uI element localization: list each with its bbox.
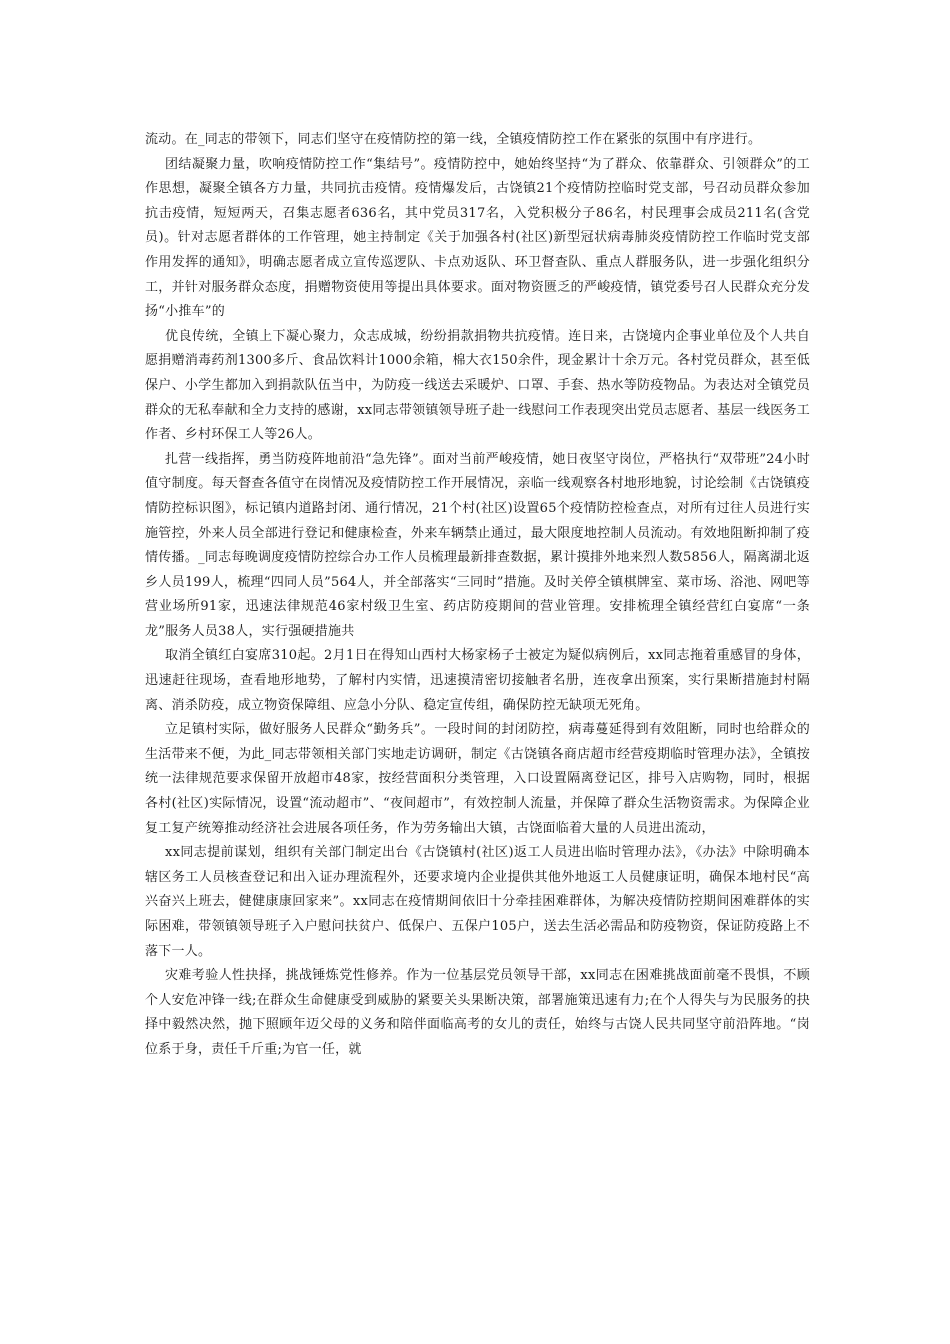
paragraph-8: 灾难考验人性抉择，挑战锤炼党性修养。作为一位基层党员领导干部，xx同志在困难挑战面前毫不畏惧，不顾个人安危冲锋一线;在群众生命健康受到威胁的紧要关头果断决策，部署施策迅速有力;在个人得失与为民服务的抉择中毅然决然，抛下照顾年迈父母的义务和陪伴面临高考的女儿的责任，始终与古饶人民共同坚守前沿阵地。“岗位系于身，责任千斤重;为官一任，就 [145,968,810,1057]
paragraph-1: 流动。在_同志的带领下，同志们坚守在疫情防控的第一线，全镇疫情防控工作在紧张的氛围中有序进行。 [145,132,762,147]
paragraph-7: xx同志提前谋划，组织有关部门制定出台《古饶镇村(社区)返工人员进出临时管理办法》，《办法》中除明确本辖区务工人员核查登记和出入证办理流程外，还要求境内企业提供其他外地返工人员健康证明，确保本地村民“高兴奋兴上班去，健健康康回家来”。xx同志在疫情期间依旧十分牵挂困难群体，为解决疫情防控期间困难群体的实际困难，带领镇领导班子入户慰问扶贫户、低保户、五保户105户，送去生活必需品和防疫物资，保证防疫路上不落下一人。 [145,845,810,959]
paragraph-6: 立足镇村实际，做好服务人民群众“勤务兵”。一段时间的封闭防控，病毒蔓延得到有效阻断，同时也给群众的生活带来不便，为此_同志带领相关部门实地走访调研，制定《古饶镇各商店超市经营疫期临时管理办法》，全镇按统一法律规范要求保留开放超市48家，按经营面积分类管理，入口设置隔离登记区，排号入店购物，同时，根据各村(社区)实际情况，设置“流动超市”、“夜间超市”，有效控制人流量，并保障了群众生活物资需求。为保障企业复工复产统筹推动经济社会进展各项任务，作为劳务输出大镇，古饶面临着大量的人员进出流动， [145,722,810,836]
paragraph-2: 团结凝聚力量，吹响疫情防控工作“集结号”。疫情防控中，她始终坚持“为了群众、依靠群众、引领群众”的工作思想，凝聚全镇各方力量，共同抗击疫情。疫情爆发后，古饶镇21个疫情防控临时党支部，号召动员群众参加抗击疫情，短短两天，召集志愿者636名，其中党员317名，入党积极分子86名，村民理事会成员211名(含党员)。针对志愿者群体的工作管理，她主持制定《关于加强各村(社区)新型冠状病毒肺炎疫情防控工作临时党支部作用发挥的通知》，明确志愿者成立宣传巡逻队、卡点劝返队、环卫督查队、重点人群服务队，进一步强化组织分工，并针对服务群众态度，捐赠物资使用等提出具体要求。面对物资匮乏的严峻疫情，镇党委号召人民群众充分发扬“小推车”的 [145,156,810,320]
paragraph-3: 优良传统，全镇上下凝心聚力，众志成城，纷纷捐款捐物共抗疫情。连日来，古饶境内企事业单位及个人共自愿捐赠消毒药剂1300多斤、食品饮料计1000余箱，棉大衣150余件，现金累计十余万元。各村党员群众，甚至低保户、小学生都加入到捐款队伍当中，为防疫一线送去采暖炉、口罩、手套、热水等防疫物品。为表达对全镇党员群众的无私奉献和全力支持的感谢，xx同志带领镇领导班子赴一线慰问工作表现突出党员志愿者、基层一线医务工作者、乡村环保工人等26人。 [145,328,810,443]
paragraph-5: 取消全镇红白宴席310起。2月1日在得知山西村大杨家杨子士被定为疑似病例后，xx同志拖着重感冒的身体，迅速赶往现场，查看地形地势，了解村内实情，迅速摸清密切接触者名册，连夜拿出预案，实行果断措施封村隔离、消杀防疫，成立物资保障组、应急小分队、稳定宣传组，确保防控无缺项无死角。 [145,648,810,713]
document-page [145,128,810,1063]
paragraph-4: 扎营一线指挥，勇当防疫阵地前沿“急先锋”。面对当前严峻疫情，她日夜坚守岗位，严格执行“双带班”24小时值守制度。每天督查各值守在岗情况及疫情防控工作开展情况，亲临一线观察各村地形地貌，讨论绘制《古饶镇疫情防控标识图》，标记镇内道路封闭、通行情况，21个村(社区)设置65个疫情防控检查点，对所有过往人员进行实施管控，外来人员全部进行登记和健康检查，外来车辆禁止通过，最大限度地控制人员流动。有效地阻断抑制了疫情传播。_同志每晚调度疫情防控综合办工作人员梳理最新排查数据，累计摸排外地来烈人数5856人，隔离湖北返乡人员199人，梳理“四同人员”564人，并全部落实“三同时”措施。及时关停全镇棋牌室、菜市场、浴池、网吧等营业场所91家，迅速法律规范46家村级卫生室、药店防疫期间的营业管理。安排梳理全镇经营红白宴席“一条龙”服务人员38人，实行强硬措施共 [145,451,810,639]
